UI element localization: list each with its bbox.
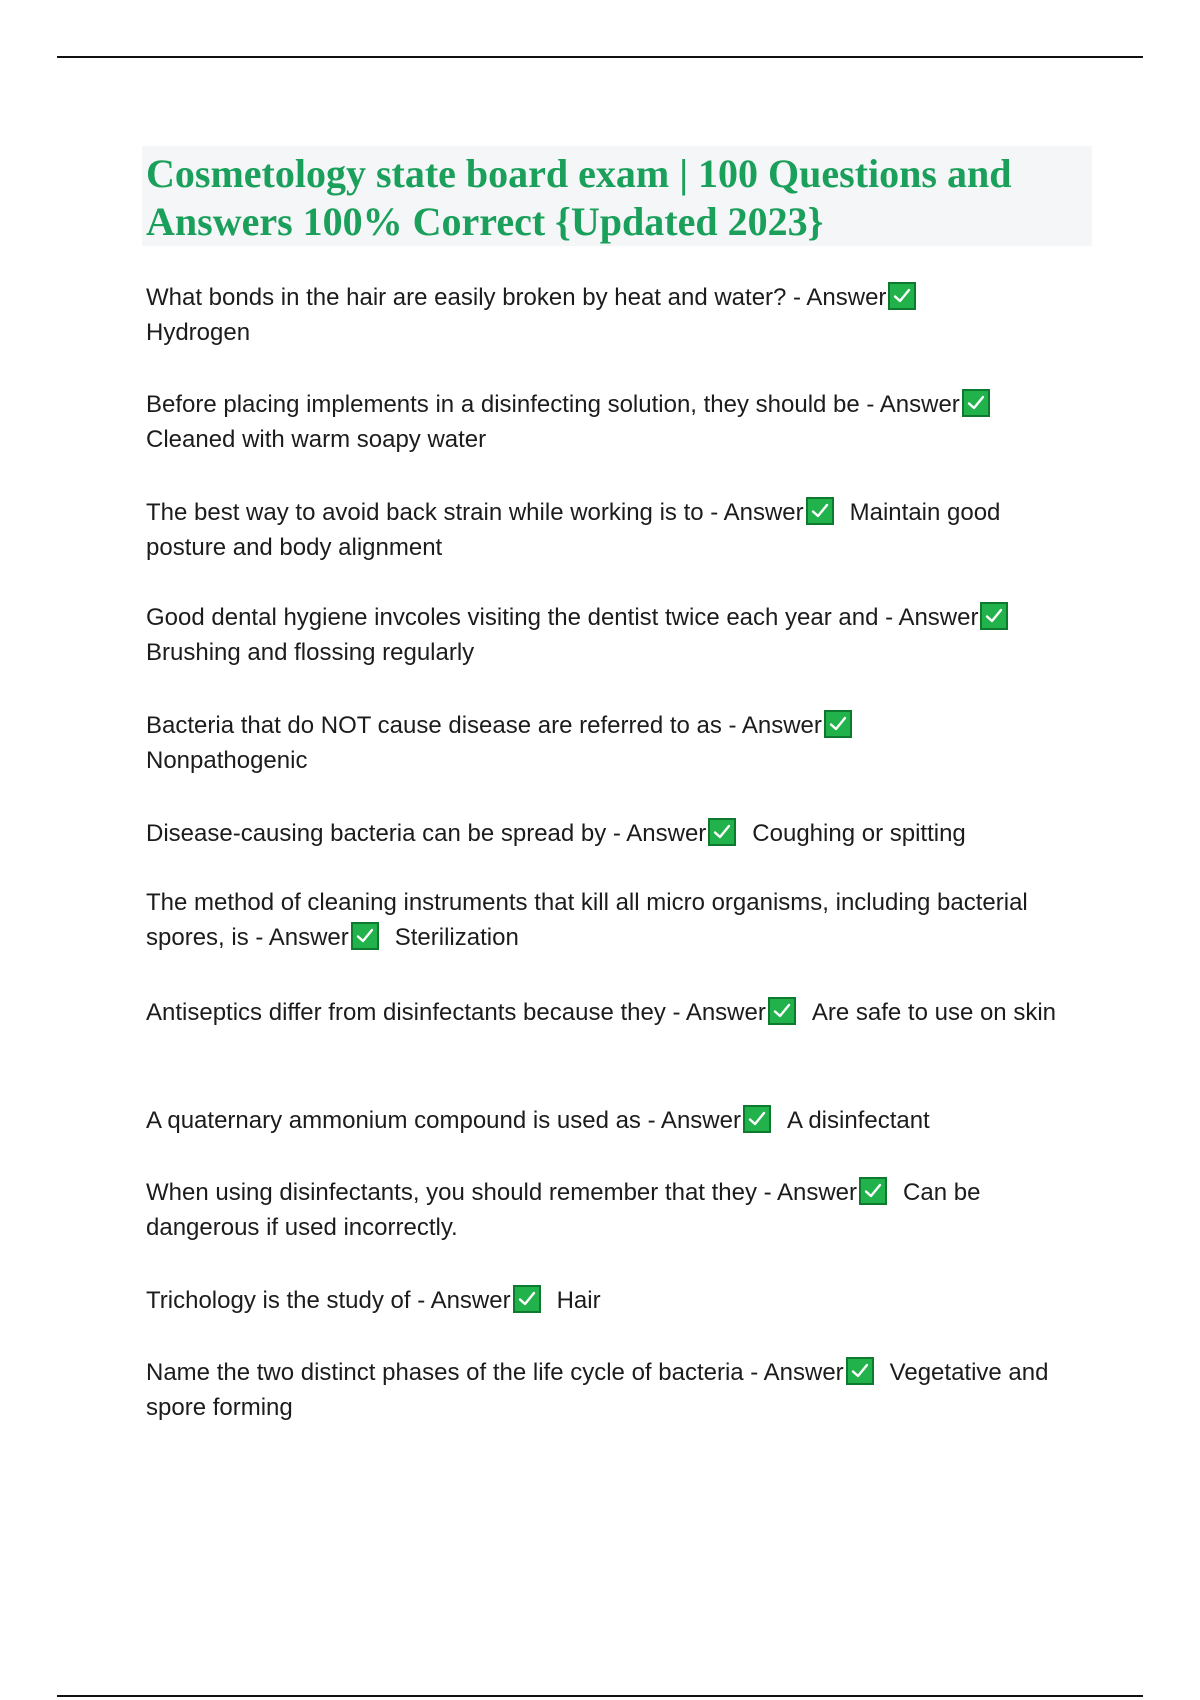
- check-mark-icon: [888, 282, 916, 310]
- qa-item: [146, 387, 1086, 457]
- answer-text: Coughing or spitting: [752, 820, 966, 847]
- check-mark-icon: [513, 1285, 541, 1313]
- qa-item: [146, 600, 1086, 670]
- answer-text: Sterilization: [394, 924, 519, 951]
- question-text: Name the two distinct phases of the life cycle of bacteria - Answer: [146, 1359, 844, 1386]
- page-title: Cosmetology state board exam | 100 Questions and Answers 100% Correct {Updated 2023}: [146, 151, 1012, 244]
- question-text: Before placing implements in a disinfecting solution, they should be - Answer: [146, 391, 960, 418]
- question-text: The method of cleaning instruments that kill all micro organisms, including bacterial spores, is - Answer: [146, 889, 1028, 951]
- check-mark-icon: [859, 1177, 887, 1205]
- answer-text: A disinfectant: [786, 1107, 930, 1134]
- qa-item: [146, 816, 1086, 851]
- check-mark-icon: [824, 710, 852, 738]
- title-banner: [142, 146, 1092, 246]
- answer-text: Maintain good posture and body alignment: [146, 499, 1001, 561]
- check-mark-icon: [708, 818, 736, 846]
- question-text: Bacteria that do NOT cause disease are referred to as - Answer: [146, 712, 822, 739]
- check-mark-icon: [846, 1357, 874, 1385]
- qa-item: [146, 885, 1086, 955]
- answer-text: Hydrogen: [146, 319, 251, 346]
- qa-item: [146, 495, 1086, 565]
- check-mark-icon: [980, 602, 1008, 630]
- qa-item: [146, 1283, 1086, 1318]
- question-text: When using disinfectants, you should remember that they - Answer: [146, 1179, 858, 1206]
- top-divider: [57, 56, 1143, 58]
- qa-item: [146, 995, 1086, 1030]
- question-text: What bonds in the hair are easily broken by heat and water? - Answer: [146, 284, 887, 311]
- answer-text: Brushing and flossing regularly: [146, 639, 475, 666]
- answer-text: Can be dangerous if used incorrectly.: [146, 1179, 981, 1241]
- question-text: Disease-causing bacteria can be spread by - Answer: [146, 820, 707, 847]
- answer-text: Are safe to use on skin: [811, 999, 1056, 1026]
- qa-item: [146, 1175, 1086, 1245]
- answer-text: Vegetative and spore forming: [146, 1359, 1049, 1421]
- check-mark-icon: [743, 1105, 771, 1133]
- question-text: Good dental hygiene invcoles visiting the dentist twice each year and - Answer: [146, 604, 979, 631]
- qa-item: [146, 1103, 1086, 1138]
- answer-text: Cleaned with warm soapy water: [146, 426, 487, 453]
- qa-item: [146, 1355, 1086, 1425]
- answer-text: Nonpathogenic: [146, 747, 308, 774]
- qa-item: [146, 280, 1086, 350]
- check-mark-icon: [806, 497, 834, 525]
- check-mark-icon: [768, 997, 796, 1025]
- answer-text: Hair: [556, 1287, 601, 1314]
- check-mark-icon: [962, 389, 990, 417]
- question-text: Trichology is the study of - Answer: [146, 1287, 511, 1314]
- question-text: Antiseptics differ from disinfectants because they - Answer: [146, 999, 766, 1026]
- qa-item: [146, 708, 1086, 778]
- question-text: A quaternary ammonium compound is used as - Answer: [146, 1107, 741, 1134]
- check-mark-icon: [351, 922, 379, 950]
- question-text: The best way to avoid back strain while working is to - Answer: [146, 499, 804, 526]
- bottom-divider: [57, 1695, 1143, 1697]
